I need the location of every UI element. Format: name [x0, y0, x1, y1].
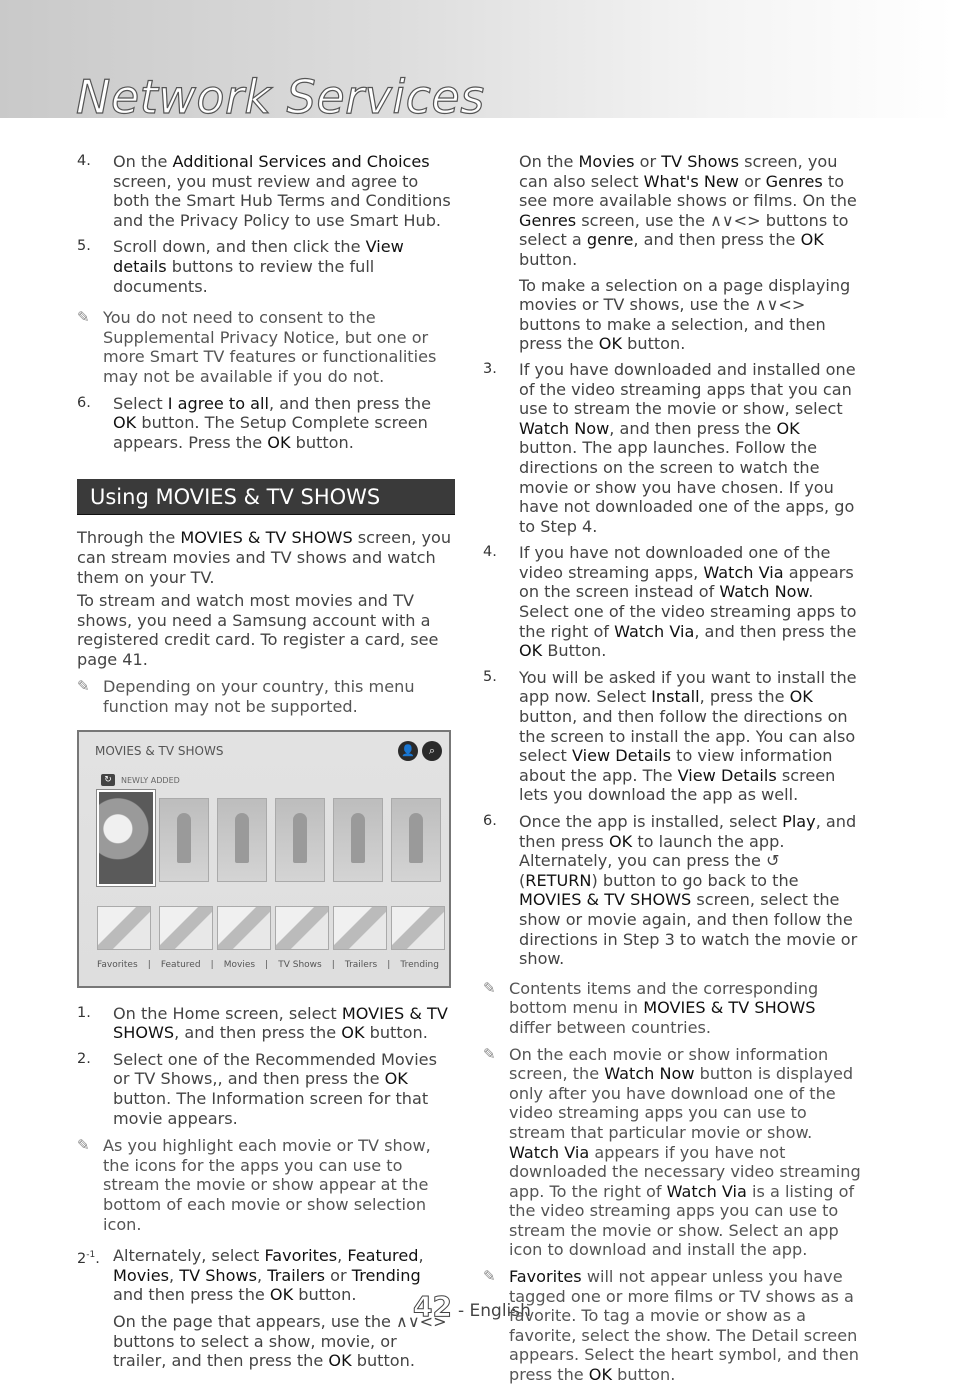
- note: [77, 1136, 455, 1234]
- step-text: Select one of the Recommended Movies or TV Shows,, and then press the OK button. The Information screen for that movie appears.: [113, 1049, 437, 1128]
- poster-figure: [409, 813, 423, 863]
- step-text: You will be asked if you want to install the app now. Select Install, press the OK button, and then follow the directions on the screen to install the app. You can also select View Details to view information about the app. The View Details screen lets you download the app as well.: [519, 667, 857, 805]
- step-2: [77, 1050, 455, 1128]
- note-text: Favorites will not appear unless you have tagged one or more films or TV shows as a favorite. To tag a movie or show as a favorite, select the show. The Detail screen appears. Select the heart symbol, and then press the OK button.: [509, 1267, 859, 1385]
- step-text: Alternately, select Favorites, Featured, Movies, TV Shows, Trailers or Trending and then press the OK button.: [113, 1246, 424, 1305]
- step-3: [483, 360, 861, 536]
- movies-screen-illustration: [77, 730, 451, 988]
- poster-figure: [293, 813, 307, 863]
- tab-featured: Featured: [160, 960, 201, 971]
- newly-added-text: NEWLY ADDED: [121, 775, 180, 785]
- note-text: As you highlight each movie or TV show, the icons for the apps you can use to stream the movie or show appear at the bottom of each movie or show selection icon.: [103, 1136, 431, 1234]
- tab-trending: Trending: [400, 960, 439, 971]
- note: [77, 677, 455, 716]
- pencil-icon: ✎: [77, 308, 90, 327]
- tab-divider: |: [147, 960, 151, 971]
- search-icon: ⌕: [422, 741, 442, 761]
- step-number: 6.: [483, 813, 497, 829]
- step-4: [77, 152, 455, 230]
- page-language: - English: [457, 1301, 531, 1321]
- poster: [159, 798, 209, 882]
- step-5: [483, 668, 861, 805]
- step-5: [77, 237, 455, 296]
- step-number: 5.: [483, 668, 497, 685]
- paragraph: To make a selection on a page displaying movies or TV shows, use the ∧∨<> buttons to make a selection, and then press the OK button.: [519, 275, 851, 354]
- thumbnail: [275, 906, 329, 950]
- poster-figure: [235, 813, 249, 863]
- section-heading: Using MOVIES & TV SHOWS: [77, 479, 455, 515]
- tab-divider: |: [331, 960, 335, 971]
- poster: [391, 798, 441, 882]
- thumbnail: [217, 906, 271, 950]
- step-text: On the Additional Services and Choices screen, you must review and agree to both the Smart Hub Terms and Conditions and the Privacy Policy to use Smart Hub.: [113, 152, 451, 230]
- pencil-icon: ✎: [77, 1136, 90, 1155]
- step-text: If you have downloaded and installed one of the video streaming apps that you can use to stream the movie or show, select Watch Now, and then press the OK button. The app launches. Follow the directions on the screen to watch the movie or show you have chosen. If you have not downloaded one of the apps, go to Step 4.: [519, 359, 856, 536]
- step-text: If you have not downloaded one of the video streaming apps, Watch Via appears on the screen instead of Watch Now. Select one of the video streaming apps to the right of Watch Via, and then press the OK Button.: [519, 543, 857, 661]
- thumbnail: [97, 906, 151, 950]
- page-title: Network Services: [76, 70, 485, 124]
- step-number: 3.: [483, 360, 497, 377]
- step-text: Once the app is installed, select Play, and then press OK to launch the app. Alternately, you can press the ↺ (RETURN) button to go back to the MOVIES & TV SHOWS screen, select the show or movie again, and then follow the directions in Step 3 to watch the movie or show.: [519, 812, 858, 969]
- step-number: 5.: [77, 238, 91, 255]
- note-text: On the each movie or show information screen, the Watch Now button is displayed only after you have download one of the video streaming apps you can use to stream that particular movie or show. Watch Via appears if you have not downloaded the necessary video streaming app. To the right of Watch Via is a listing of the video streaming apps you can use to stream the movie or show. Select an app icon to download and install the app.: [509, 1044, 861, 1260]
- poster-selected: [97, 790, 155, 886]
- newly-added-label: [101, 771, 180, 791]
- step-4: [483, 543, 861, 661]
- intro-paragraph: To stream and watch most movies and TV shows, you need a Samsung account with a registered credit card. To register a card, see page 41.: [77, 591, 439, 669]
- poster-figure: [177, 813, 191, 863]
- step-number: 4.: [77, 153, 91, 169]
- note: [77, 308, 455, 386]
- step-number: 4.: [483, 544, 497, 561]
- screen-tabs: [97, 956, 439, 976]
- poster: [217, 798, 267, 882]
- right-column: [483, 152, 861, 1392]
- step-number: 2.: [77, 1050, 91, 1067]
- step-text: Scroll down, and then click the View details buttons to review the full documents.: [113, 237, 404, 296]
- paragraph: On the Movies or TV Shows screen, you can also select What's New or Genres to see more available shows or films. On the Genres screen, use the ∧∨<> buttons to select a genre, and then press the OK button.: [519, 152, 857, 269]
- step-6: [77, 394, 455, 453]
- note: [483, 979, 861, 1038]
- note-text: You do not need to consent to the Supplemental Privacy Notice, but one or more Smart TV features or functionalities may not be available if you do not.: [103, 308, 437, 386]
- pencil-icon: ✎: [483, 1267, 496, 1286]
- step-sub-text: On the page that appears, use the ∧∨<> buttons to select a show, movie, or trailer, and then press the OK button.: [113, 1311, 447, 1371]
- pencil-icon: ✎: [77, 677, 90, 696]
- tab-trailers: Trailers: [344, 960, 378, 971]
- tab-movies: Movies: [223, 960, 256, 971]
- tab-favorites: Favorites: [97, 960, 138, 971]
- poster: [275, 798, 325, 882]
- poster-figure: [351, 813, 365, 863]
- note-text: Depending on your country, this menu function may not be supported.: [103, 677, 415, 717]
- thumbnail: [391, 906, 445, 950]
- step-number: $2^{-1}$.: [77, 1250, 100, 1268]
- thumbnail: [333, 906, 387, 950]
- page-number: 42: [413, 1290, 452, 1323]
- note: [483, 1045, 861, 1261]
- step-1: [77, 1004, 455, 1043]
- step-number: 6.: [77, 394, 91, 411]
- user-icon: 👤: [398, 741, 418, 761]
- note-text: Contents items and the corresponding bottom menu in MOVIES & TV SHOWS differ between countries.: [509, 978, 819, 1037]
- page-footer: [413, 1290, 531, 1323]
- left-column: [77, 152, 455, 1377]
- tab-tv-shows: TV Shows: [278, 960, 322, 971]
- screen-title: MOVIES & TV SHOWS: [95, 743, 224, 758]
- intro-paragraph: Through the MOVIES & TV SHOWS screen, you can stream movies and TV shows and watch them on your TV.: [77, 528, 452, 587]
- step-6: [483, 812, 861, 969]
- screen-icons: [398, 741, 442, 761]
- step-2-1: [77, 1246, 455, 1305]
- tab-divider: |: [210, 960, 214, 971]
- page-header: [0, 0, 954, 124]
- pencil-icon: ✎: [483, 978, 496, 997]
- note: [483, 1267, 861, 1385]
- step-text: On the Home screen, select MOVIES & TV SHOWS, and then press the OK button.: [113, 1003, 448, 1043]
- pencil-icon: ✎: [483, 1044, 496, 1063]
- tab-divider: |: [387, 960, 391, 971]
- refresh-icon: ↻: [101, 774, 115, 786]
- step-number: 1.: [77, 1004, 91, 1021]
- thumbnail: [159, 906, 213, 950]
- poster: [333, 798, 383, 882]
- step-text: Select I agree to all, and then press the OK button. The Setup Complete screen appears. Press the OK button.: [113, 393, 431, 452]
- tab-divider: |: [265, 960, 269, 971]
